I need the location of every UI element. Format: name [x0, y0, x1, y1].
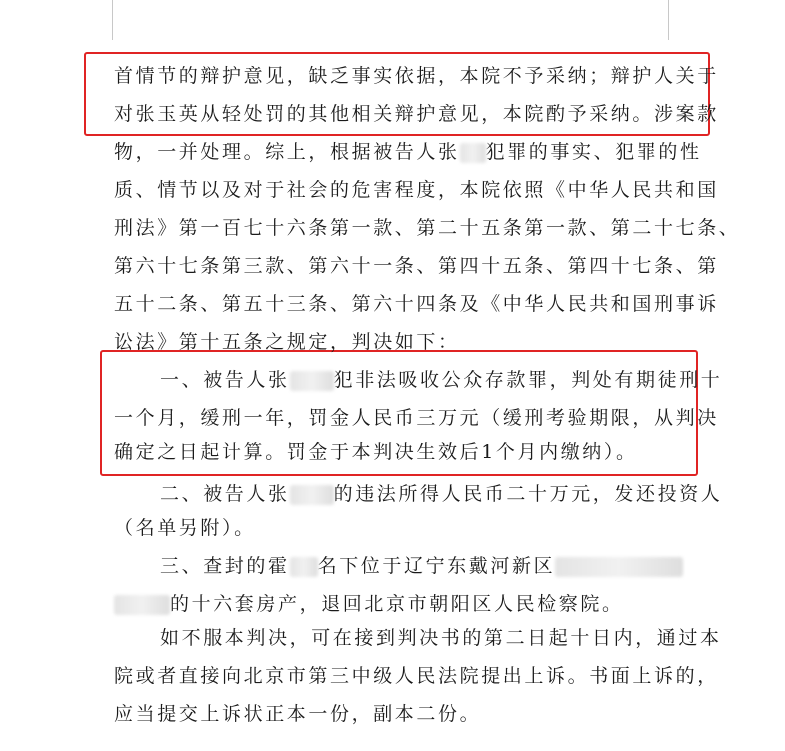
text-segment: 二、被告人张 — [160, 483, 290, 505]
right-margin-mark — [668, 0, 669, 40]
text-line: 刑法》第一百七十六条第一款、第二十五条第一款、第二十七条、 — [114, 217, 741, 239]
left-margin-mark — [112, 0, 113, 40]
text-segment: 犯非法吸收公众存款罪，判处有期徒刑十 — [333, 369, 723, 391]
text-line: 讼法》第十五条之规定，判决如下： — [114, 331, 460, 353]
text-line: 首情节的辩护意见，缺乏事实依据，本院不予采纳；辩护人关于 — [114, 65, 719, 87]
text-segment: 三、查封的霍 — [160, 555, 290, 577]
verdict-line — [160, 482, 723, 506]
verdict-line: 确定之日起计算。罚金于本判决生效后1个月内缴纳）。 — [114, 441, 638, 463]
redacted-name — [460, 143, 486, 163]
text-segment: 名下位于辽宁东戴河新区 — [317, 555, 556, 577]
text-segment: 物，一并处理。综上，根据被告人张 — [114, 141, 460, 163]
text-line: 对张玉英从轻处罚的其他相关辩护意见，本院酌予采纳。涉案款 — [114, 103, 719, 125]
verdict-line — [160, 554, 680, 578]
text-segment: 犯罪的事实、犯罪的性 — [485, 141, 702, 163]
verdict-line — [114, 592, 674, 616]
appeal-line: 如不服本判决，可在接到判决书的第二日起十日内，通过本 — [160, 627, 722, 649]
text-segment: 一、被告人张 — [160, 369, 290, 391]
text-line: 第六十七条第三款、第六十一条、第四十五条、第四十七条、第 — [114, 255, 719, 277]
text-segment: 的违法所得人民币二十万元，发还投资人 — [333, 483, 723, 505]
appeal-line: 院或者直接向北京市第三中级人民法院提出上诉。书面上诉的， — [114, 665, 719, 687]
text-line: 五十二条、第五十三条、第六十四条及《中华人民共和国刑事诉 — [114, 293, 719, 315]
text-line: 质、情节以及对于社会的危害程度，本院依照《中华人民共和国 — [114, 179, 719, 201]
verdict-line — [160, 368, 723, 392]
redacted-name — [290, 371, 334, 391]
redacted-address — [555, 557, 683, 577]
redacted-name — [290, 485, 334, 505]
text-segment: 的十六套房产，退回北京市朝阳区人民检察院。 — [170, 593, 624, 615]
appeal-line: 应当提交上诉状正本一份，副本二份。 — [114, 703, 482, 725]
redacted-name — [290, 557, 318, 577]
text-line — [114, 140, 702, 164]
redacted-address — [114, 595, 170, 615]
verdict-line: 一个月，缓刑一年，罚金人民币三万元（缓刑考验期限，从判决 — [114, 407, 719, 429]
verdict-line: （名单另附）。 — [114, 517, 256, 539]
